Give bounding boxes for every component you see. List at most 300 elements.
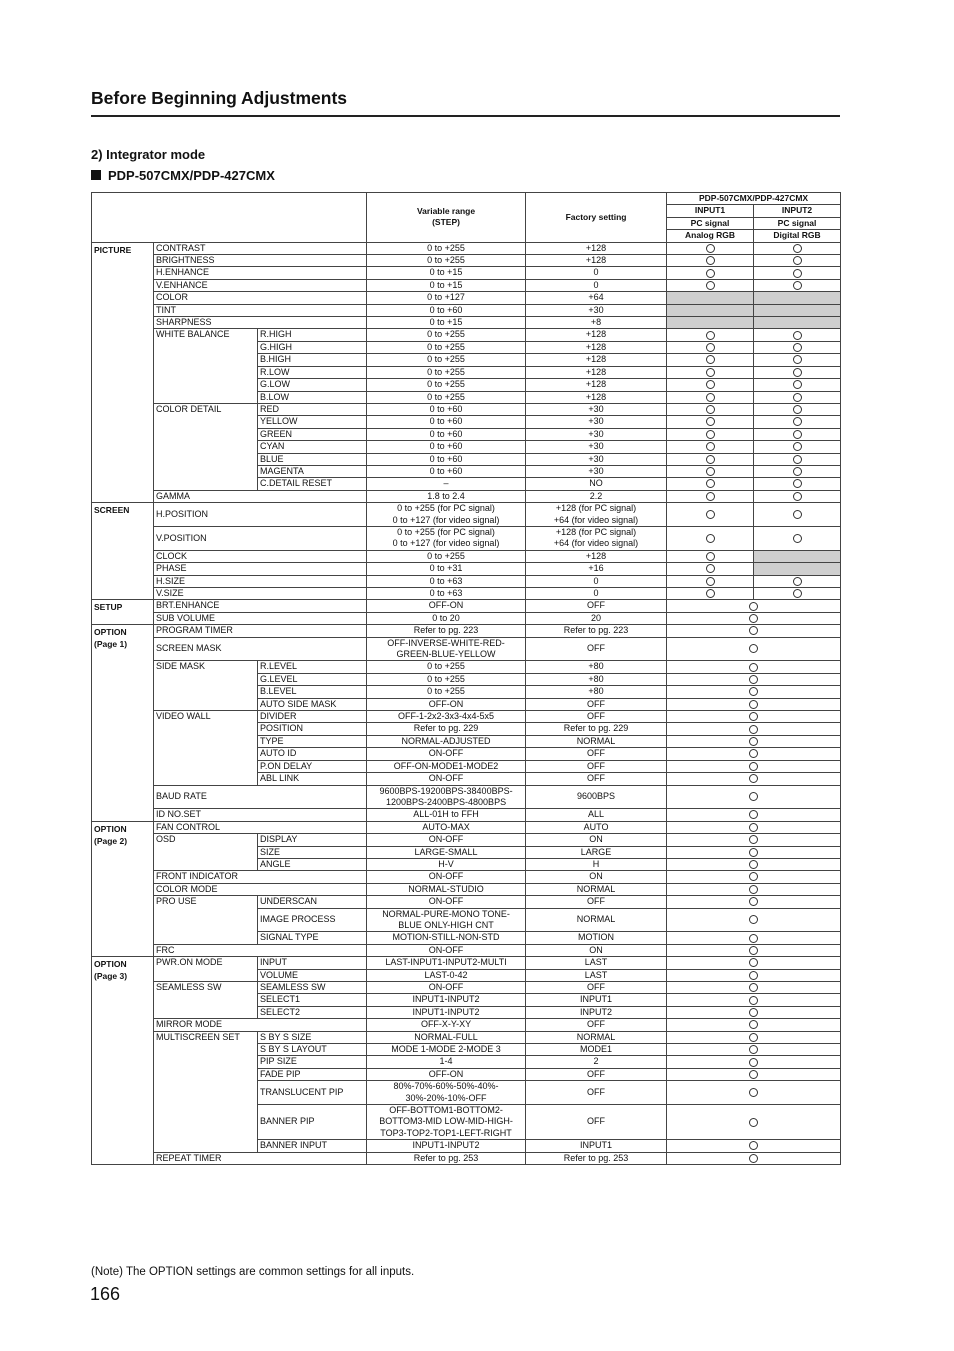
item-cell [154, 896, 258, 945]
range-cell [367, 932, 526, 944]
range-cell [367, 1105, 526, 1140]
subitem-cell [258, 834, 367, 846]
input1-mark-cell [667, 267, 754, 279]
factory-cell [526, 1006, 667, 1018]
circle-mark-icon [749, 602, 758, 611]
range-cell [367, 1044, 526, 1056]
range-cell [367, 428, 526, 440]
circle-mark-icon [793, 430, 802, 439]
factory-cell [526, 1056, 667, 1068]
range-cell-text: BLUE ONLY-HIGH CNT [398, 919, 494, 930]
common-mark-cell [667, 982, 841, 994]
range-cell [367, 957, 526, 969]
subitem-cell-text: BLUE [260, 453, 284, 464]
subitem-cell [258, 846, 367, 858]
subitem-cell-text: FADE PIP [260, 1068, 301, 1079]
range-cell [367, 1068, 526, 1080]
circle-mark-icon [793, 269, 802, 278]
input1-mark-cell [667, 242, 754, 254]
circle-mark-icon [706, 380, 715, 389]
range-cell-text: 0 to +60 [429, 453, 463, 464]
range-cell-text: 0 to +60 [429, 403, 463, 414]
subitem-cell-text: DIVIDER [260, 711, 297, 722]
input2-mark-cell [754, 441, 841, 453]
range-cell-text: 0 to +60 [429, 465, 463, 476]
factory-cell-text: +64 (for video signal) [553, 514, 639, 525]
circle-mark-icon [749, 1033, 758, 1042]
item-cell-text: SEAMLESS SW [156, 982, 222, 992]
range-cell [367, 563, 526, 575]
subitem-cell [258, 366, 367, 378]
factory-cell-text: 2.2 [589, 490, 603, 501]
factory-cell-text: 0 [593, 267, 599, 278]
range-cell-text: TOP3-TOP2-TOP1-LEFT-RIGHT [380, 1127, 512, 1138]
subitem-cell [258, 341, 367, 353]
input1-mark-cell [667, 292, 754, 304]
item-cell [154, 279, 367, 291]
common-mark-cell [667, 858, 841, 870]
range-cell [367, 883, 526, 895]
range-cell-text: GREEN-BLUE-YELLOW [396, 649, 496, 660]
subitem-cell [258, 698, 367, 710]
item-cell [154, 612, 367, 624]
subitem-cell-text: YELLOW [260, 416, 298, 427]
range-cell-text: 0 to +15 [429, 279, 463, 290]
range-cell-text: 0 to +127 [427, 292, 465, 303]
subitem-cell [258, 403, 367, 415]
subitem-cell [258, 329, 367, 341]
table-row [92, 809, 841, 821]
circle-mark-icon [749, 663, 758, 672]
item-cell [154, 1019, 367, 1031]
range-cell [367, 242, 526, 254]
factory-cell [526, 809, 667, 821]
input2-mark-cell [754, 341, 841, 353]
factory-cell-text: +80 [588, 686, 604, 697]
range-cell [367, 858, 526, 870]
header-analog-rgb: Analog RGB [667, 230, 754, 242]
factory-cell-text: +16 [588, 563, 604, 574]
table-row [92, 957, 841, 969]
table-row [92, 575, 841, 587]
factory-cell [526, 563, 667, 575]
circle-mark-icon [793, 368, 802, 377]
circle-mark-icon [793, 331, 802, 340]
range-cell [367, 773, 526, 785]
factory-cell-text: INPUT1 [580, 1140, 613, 1151]
factory-cell [526, 1068, 667, 1080]
subitem-cell-text: POSITION [260, 723, 304, 734]
table-row [92, 1019, 841, 1031]
common-mark-cell [667, 1152, 841, 1164]
input2-mark-cell [754, 279, 841, 291]
factory-cell-text: +128 [585, 255, 607, 266]
subitem-cell [258, 478, 367, 490]
circle-mark-icon [706, 368, 715, 377]
table-row [92, 600, 841, 612]
range-cell [367, 441, 526, 453]
subitem-cell-text: RED [260, 403, 280, 414]
subitem-cell-text: AUTO SIDE MASK [260, 698, 337, 709]
common-mark-cell [667, 932, 841, 944]
circle-mark-icon [793, 455, 802, 464]
range-cell [367, 982, 526, 994]
common-mark-cell [667, 809, 841, 821]
range-cell-text: 0 to 20 [432, 612, 460, 623]
item-cell [154, 821, 367, 833]
input1-mark-cell [667, 550, 754, 562]
range-cell-text: ON-OFF [428, 834, 464, 845]
input2-mark-cell [754, 391, 841, 403]
group-cell [92, 821, 154, 956]
range-cell [367, 478, 526, 490]
item-cell [154, 834, 258, 871]
range-cell-text: 80%-70%-60%-50%-40%- [393, 1081, 499, 1092]
range-cell [367, 944, 526, 956]
factory-cell-text: +30 [588, 304, 604, 315]
factory-cell [526, 748, 667, 760]
subitem-cell [258, 994, 367, 1006]
item-cell [154, 575, 367, 587]
factory-cell [526, 490, 667, 502]
table-row [92, 944, 841, 956]
model-heading [91, 168, 275, 183]
input1-mark-cell [667, 366, 754, 378]
circle-mark-icon [793, 577, 802, 586]
table-row [92, 612, 841, 624]
bullet-square-icon [91, 170, 101, 180]
range-cell-text: 0 to +31 [429, 563, 463, 574]
table-row [92, 563, 841, 575]
factory-cell-text: +128 (for PC signal) [555, 503, 637, 514]
range-cell-text: 0 to +255 [427, 686, 465, 697]
circle-mark-icon [749, 626, 758, 635]
factory-cell [526, 478, 667, 490]
item-cell [154, 625, 367, 637]
input1-mark-cell [667, 255, 754, 267]
range-cell-text: AUTO-MAX [422, 821, 470, 832]
range-cell-text: 0 to +255 [427, 366, 465, 377]
circle-mark-icon [706, 492, 715, 501]
item-cell-text: PRO USE [156, 896, 197, 907]
subitem-cell [258, 1056, 367, 1068]
section-heading: 2) Integrator mode [91, 147, 206, 162]
factory-cell-text: OFF [587, 1116, 606, 1127]
circle-mark-icon [706, 430, 715, 439]
group-cell-text: (Page 1) [94, 639, 128, 650]
group-cell [92, 242, 154, 503]
circle-mark-icon [793, 281, 802, 290]
subitem-cell-text: GREEN [260, 428, 293, 439]
range-cell-text: 0 to +255 [427, 255, 465, 266]
circle-mark-icon [749, 823, 758, 832]
group-cell [92, 625, 154, 822]
range-cell [367, 785, 526, 809]
range-cell [367, 391, 526, 403]
input2-mark-cell [754, 428, 841, 440]
factory-cell [526, 465, 667, 477]
table-row [92, 403, 841, 415]
header-model: PDP-507CMX/PDP-427CMX [667, 193, 841, 205]
group-cell-text: SETUP [94, 602, 123, 613]
factory-cell-text: +64 (for video signal) [553, 538, 639, 549]
range-cell-text: 0 to +127 (for video signal) [392, 514, 500, 525]
table-row [92, 711, 841, 723]
range-cell-text: ON-OFF [428, 982, 464, 992]
group-cell-text: OPTION [94, 959, 127, 970]
input2-mark-cell [754, 550, 841, 562]
common-mark-cell [667, 1006, 841, 1018]
item-cell-text: VIDEO WALL [156, 711, 211, 722]
title-rule [91, 115, 840, 117]
factory-cell-text: OFF [587, 773, 606, 784]
circle-mark-icon [749, 1020, 758, 1029]
factory-cell-text: +128 [585, 329, 607, 340]
group-cell [92, 600, 154, 625]
range-cell [367, 255, 526, 267]
subitem-cell [258, 686, 367, 698]
factory-cell [526, 428, 667, 440]
subitem-cell [258, 908, 367, 932]
subitem-cell-text: UNDERSCAN [260, 896, 318, 907]
range-cell [367, 735, 526, 747]
factory-cell [526, 982, 667, 994]
range-cell [367, 908, 526, 932]
range-cell [367, 341, 526, 353]
circle-mark-icon [706, 417, 715, 426]
range-cell-text: 1.8 to 2.4 [427, 490, 465, 501]
range-cell [367, 1031, 526, 1043]
factory-cell [526, 304, 667, 316]
range-cell [367, 723, 526, 735]
item-cell-text: SIDE MASK [156, 661, 206, 672]
common-mark-cell [667, 957, 841, 969]
factory-cell-text: Refer to pg. 229 [563, 723, 629, 734]
range-cell-text: LAST-INPUT1-INPUT2-MULTI [385, 957, 507, 968]
circle-mark-icon [706, 343, 715, 352]
item-cell [154, 711, 258, 785]
header-variable-range-label: Variable range [416, 205, 476, 216]
range-cell-text: OFF-ON [428, 698, 464, 709]
circle-mark-icon [749, 614, 758, 623]
item-cell-text: SHARPNESS [156, 317, 212, 328]
range-cell-text: 0 to +15 [429, 317, 463, 328]
factory-cell [526, 279, 667, 291]
factory-cell-text: +128 [585, 341, 607, 352]
item-cell [154, 661, 258, 711]
factory-cell-text: LAST [584, 957, 608, 968]
common-mark-cell [667, 785, 841, 809]
factory-cell [526, 883, 667, 895]
common-mark-cell [667, 1081, 841, 1105]
factory-cell [526, 416, 667, 428]
subitem-cell-text: MAGENTA [260, 465, 304, 476]
group-cell [92, 957, 154, 1165]
factory-cell [526, 871, 667, 883]
input2-mark-cell [754, 478, 841, 490]
factory-cell-text: +30 [588, 416, 604, 427]
input1-mark-cell [667, 317, 754, 329]
circle-mark-icon [793, 244, 802, 253]
range-cell [367, 366, 526, 378]
factory-cell [526, 612, 667, 624]
range-cell-text: – [443, 478, 449, 489]
common-mark-cell [667, 1068, 841, 1080]
header-input2: INPUT2 [754, 205, 841, 217]
range-cell [367, 267, 526, 279]
header-row [92, 193, 841, 205]
range-cell-text: INPUT1-INPUT2 [412, 1006, 480, 1017]
range-cell [367, 686, 526, 698]
common-mark-cell [667, 711, 841, 723]
range-cell-text: ON-OFF [428, 944, 464, 955]
item-cell [154, 563, 367, 575]
factory-cell-text: OFF [587, 643, 606, 654]
item-cell-text: FRC [156, 944, 175, 955]
common-mark-cell [667, 1140, 841, 1152]
circle-mark-icon [749, 1088, 758, 1097]
table-row [92, 317, 841, 329]
factory-cell [526, 1105, 667, 1140]
input1-mark-cell [667, 490, 754, 502]
item-cell-text: V.POSITION [156, 532, 207, 543]
factory-cell [526, 957, 667, 969]
factory-cell-text: MODE1 [580, 1044, 613, 1055]
item-cell-text: PROGRAM TIMER [156, 625, 233, 636]
input1-mark-cell [667, 478, 754, 490]
common-mark-cell [667, 773, 841, 785]
circle-mark-icon [749, 915, 758, 924]
range-cell [367, 490, 526, 502]
range-cell-text: 0 to +255 (for PC signal) [397, 503, 495, 514]
item-cell [154, 255, 367, 267]
group-cell-text: SCREEN [94, 505, 130, 516]
circle-mark-icon [749, 848, 758, 857]
header-pc-signal-2: PC signal [754, 217, 841, 229]
table-row [92, 637, 841, 661]
group-cell-text: (Page 3) [94, 971, 128, 982]
circle-mark-icon [749, 792, 758, 801]
circle-mark-icon [749, 971, 758, 980]
factory-cell-text: INPUT2 [580, 1006, 613, 1017]
factory-cell [526, 1031, 667, 1043]
item-cell [154, 317, 367, 329]
item-cell [154, 809, 367, 821]
factory-cell-text: NORMAL [576, 914, 616, 925]
factory-cell [526, 711, 667, 723]
subitem-cell [258, 441, 367, 453]
factory-cell [526, 366, 667, 378]
model-heading-text: PDP-507CMX/PDP-427CMX [108, 168, 275, 183]
factory-cell [526, 625, 667, 637]
table-row [92, 1152, 841, 1164]
subitem-cell [258, 416, 367, 428]
item-cell [154, 957, 258, 982]
subitem-cell [258, 735, 367, 747]
factory-cell [526, 379, 667, 391]
circle-mark-icon [749, 725, 758, 734]
circle-mark-icon [706, 577, 715, 586]
range-cell [367, 354, 526, 366]
range-cell-text: 0 to +60 [429, 416, 463, 427]
item-cell [154, 883, 367, 895]
factory-cell-text: OFF [587, 1068, 606, 1079]
range-cell [367, 834, 526, 846]
range-cell [367, 994, 526, 1006]
circle-mark-icon [749, 1118, 758, 1127]
item-cell [154, 526, 367, 550]
item-cell [154, 304, 367, 316]
subitem-cell-text: PIP SIZE [260, 1056, 297, 1067]
input1-mark-cell [667, 563, 754, 575]
range-cell-text: 0 to +60 [429, 441, 463, 452]
range-cell [367, 661, 526, 673]
range-cell [367, 465, 526, 477]
subitem-cell [258, 858, 367, 870]
input1-mark-cell [667, 416, 754, 428]
range-cell [367, 748, 526, 760]
circle-mark-icon [749, 1008, 758, 1017]
factory-cell [526, 317, 667, 329]
range-cell-text: 0 to +255 [427, 550, 465, 561]
item-cell [154, 785, 367, 809]
item-cell-text: PHASE [156, 563, 187, 574]
range-cell-text: LAST-0-42 [424, 969, 468, 980]
input2-mark-cell [754, 416, 841, 428]
input2-mark-cell [754, 292, 841, 304]
circle-mark-icon [749, 675, 758, 684]
subitem-cell [258, 932, 367, 944]
subitem-cell [258, 354, 367, 366]
range-cell-text: ON-OFF [428, 871, 464, 882]
factory-cell-text: ON [589, 944, 603, 955]
range-cell-text: Refer to pg. 223 [413, 625, 479, 636]
factory-cell-text: ALL [588, 809, 605, 820]
range-cell-text: 0 to +255 [427, 391, 465, 402]
footnote: (Note) The OPTION settings are common settings for all inputs. [91, 1266, 415, 1278]
subitem-cell [258, 379, 367, 391]
group-cell-text: (Page 2) [94, 835, 128, 846]
input1-mark-cell [667, 354, 754, 366]
circle-mark-icon [749, 946, 758, 955]
range-cell-text: 0 to +60 [429, 428, 463, 439]
table-row [92, 896, 841, 908]
circle-mark-icon [706, 331, 715, 340]
range-cell [367, 1081, 526, 1105]
circle-mark-icon [749, 1141, 758, 1150]
input2-mark-cell [754, 379, 841, 391]
subitem-cell [258, 748, 367, 760]
factory-cell-text: +80 [588, 673, 604, 684]
range-cell [367, 379, 526, 391]
common-mark-cell [667, 1056, 841, 1068]
table-row [92, 526, 841, 550]
subitem-cell-text: CYAN [260, 441, 285, 452]
factory-cell-text: OFF [587, 896, 606, 907]
factory-cell-text: AUTO [583, 821, 609, 832]
input2-mark-cell [754, 563, 841, 575]
subitem-cell [258, 773, 367, 785]
range-cell-text: OFF-BOTTOM1-BOTTOM2- [389, 1105, 503, 1116]
item-cell [154, 292, 367, 304]
factory-cell-text: +128 [585, 391, 607, 402]
subitem-cell [258, 453, 367, 465]
input2-mark-cell [754, 465, 841, 477]
range-cell-text: 0 to +127 (for video signal) [392, 538, 500, 549]
factory-cell [526, 526, 667, 550]
factory-cell [526, 723, 667, 735]
range-cell [367, 896, 526, 908]
